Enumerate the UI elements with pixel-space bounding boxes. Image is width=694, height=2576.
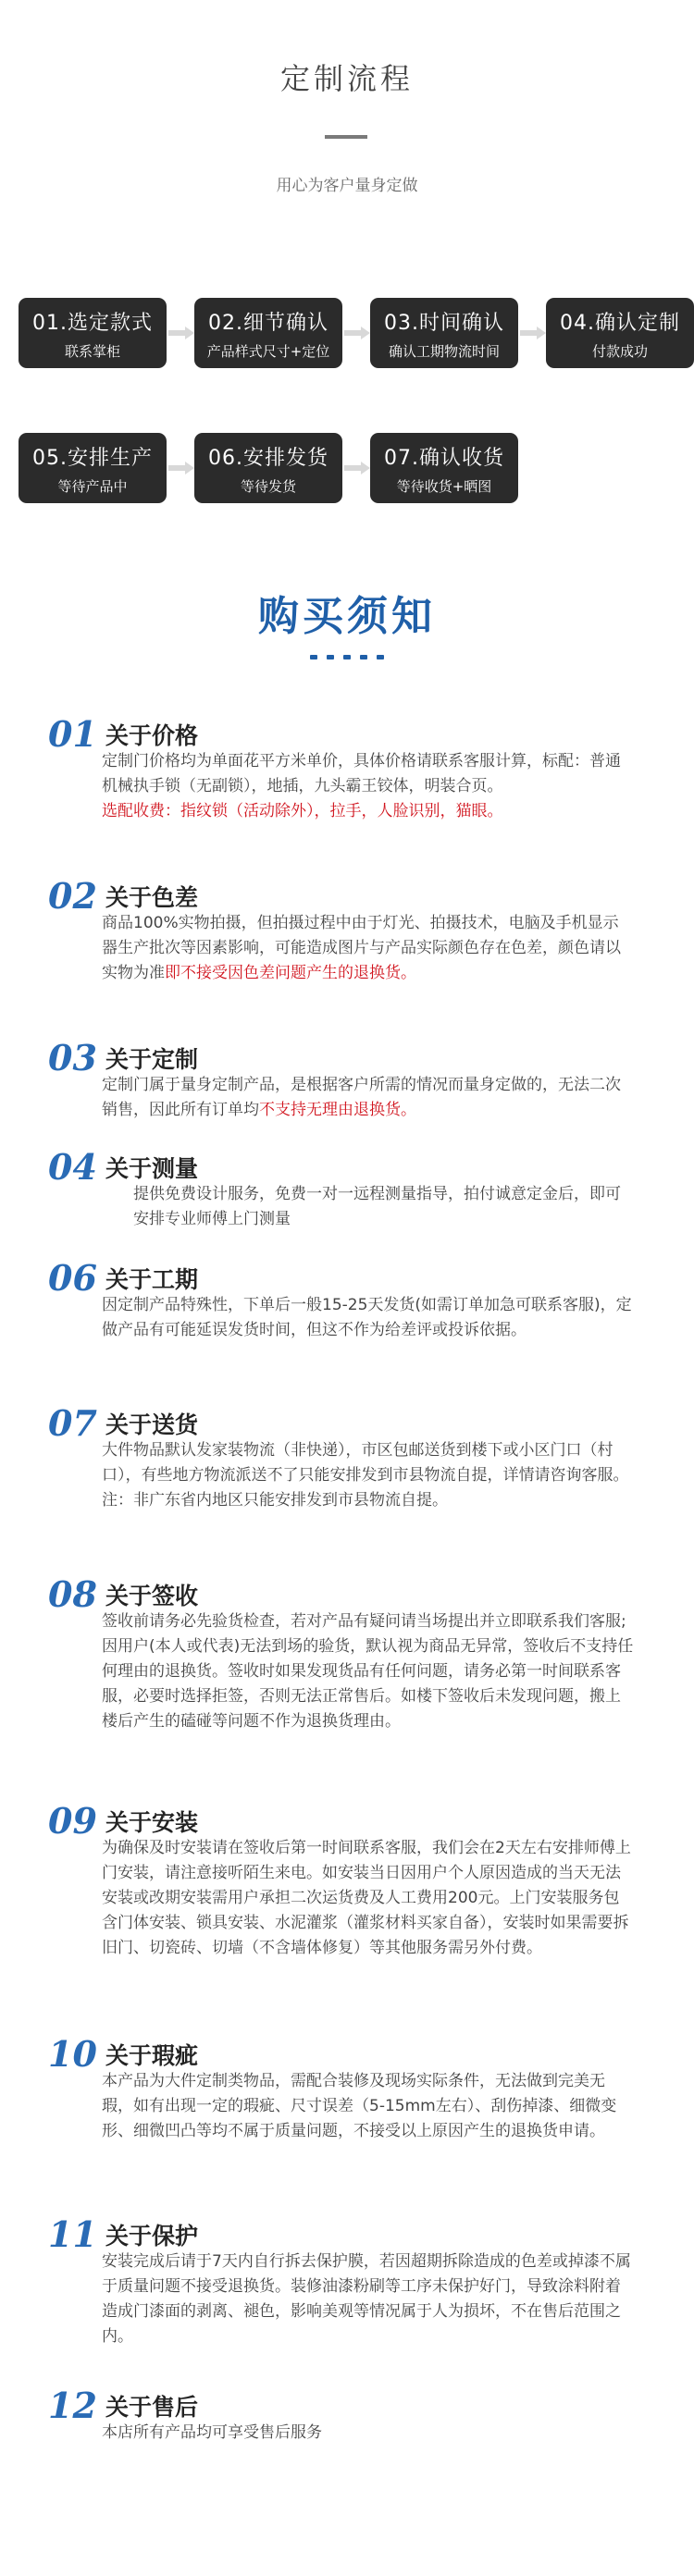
notes-title-dots: [310, 655, 384, 660]
section-text: 定制门价格均为单面花平方米单价，具体价格请联系客服计算，标配：普通机械执手锁（无副锁），地插，九头霸王铰体，明装合页。: [102, 752, 621, 795]
step-title: 05.安排生产: [32, 447, 153, 470]
step-title: 07.确认收货: [384, 447, 504, 470]
section-number: 10: [48, 2033, 97, 2075]
step-production: [19, 433, 167, 503]
section-text: 商品100%实物拍摄，但拍摄过程中由于灯光、拍摄技术，电脑及手机显示器生产批次等因素影响，可能造成图片与产品实际颜色存在色差，颜色请以实物为准: [102, 914, 621, 982]
section-title: 关于售后: [105, 2394, 199, 2421]
arrow-right-icon: [520, 327, 546, 339]
page-title: 定制流程: [279, 61, 414, 96]
section-body: [102, 911, 634, 986]
step-shipping: [194, 433, 342, 503]
section-number: 06: [48, 1257, 97, 1299]
section-title: 关于签收: [105, 1583, 199, 1609]
step-title: 01.选定款式: [32, 312, 153, 335]
section-title: 关于工期: [105, 1266, 199, 1293]
step-title: 03.时间确认: [384, 312, 504, 335]
step-confirm-order: [546, 298, 694, 368]
section-number: 09: [48, 1800, 97, 1842]
section-body: [102, 1073, 634, 1123]
step-desc: 确认工期物流时间: [388, 343, 500, 360]
section-number: 04: [48, 1146, 97, 1188]
section-title: 关于保护: [105, 2223, 199, 2249]
section-number: 11: [48, 2213, 97, 2255]
section-body: [102, 1836, 634, 1961]
notes-title: 购买须知: [258, 593, 436, 640]
section-text: 安装完成后请于7天内自行拆去保护膜，若因超期拆除造成的色差或掉漆不属于质量问题不接受退换货。装修油漆粉刷等工序未保护好门，导致涂料附着造成门漆面的剥离、褪色，影响美观等情况属于人为损坏，不在售后范围之内。: [102, 2252, 631, 2346]
step-desc: 等待收货+晒图: [396, 478, 492, 495]
step-desc: 等待产品中: [57, 478, 128, 495]
section-body: [102, 2069, 634, 2144]
section-body: [102, 1438, 634, 1513]
section-title: 关于价格: [105, 722, 199, 749]
step-title: 04.确认定制: [560, 312, 680, 335]
section-number: 08: [48, 1573, 97, 1615]
step-select-style: [19, 298, 167, 368]
step-title: 02.细节确认: [208, 312, 328, 335]
section-body: [102, 749, 634, 824]
step-receive: [370, 433, 518, 503]
section-body: [102, 1182, 634, 1232]
section-body: [102, 1609, 634, 1734]
step-detail-confirm: [194, 298, 342, 368]
section-highlight: 不支持无理由退换货。: [259, 1101, 416, 1119]
section-body: [102, 1293, 634, 1343]
section-text: 本店所有产品均可享受售后服务: [102, 2423, 322, 2442]
section-number: 07: [48, 1402, 97, 1444]
section-body: [102, 2421, 634, 2446]
step-desc: 等待发货: [240, 478, 296, 495]
section-body: [102, 2249, 634, 2349]
step-desc: 联系掌柜: [64, 343, 120, 360]
arrow-right-icon: [168, 462, 194, 475]
section-title: 关于安装: [105, 1809, 199, 1836]
section-number: 01: [48, 713, 97, 755]
section-text: 为确保及时安装请在签收后第一时间联系客服，我们会在2天左右安排师傅上门安装，请注意接听陌生来电。如安装当日因用户个人原因造成的当天无法安装或改期安装需用户承担二次运货费及人工费用200元。上门安装服务包含门体安装、锁具安装、水泥灌浆（灌浆材料买家自备），安装时如果需要拆旧门、切瓷砖、切墙（不含墙体修复）等其他服务需另外付费。: [102, 1839, 631, 1957]
section-title: 关于瑕疵: [105, 2042, 199, 2069]
section-number: 12: [48, 2385, 97, 2426]
section-title: 关于定制: [105, 1046, 199, 1073]
section-text: 本产品为大件定制类物品，需配合装修及现场实际条件，无法做到完美无瑕，如有出现一定的瑕疵、尺寸误差（5-15mm左右）、刮伤掉漆、细微变形、细微凹凸等均不属于质量问题，不接受以上原因产生的退换货申请。: [102, 2072, 617, 2140]
title-divider: [325, 135, 367, 139]
section-highlight: 即不接受因色差问题产生的退换货。: [165, 964, 416, 982]
arrow-right-icon: [168, 327, 194, 339]
section-text: 定制门属于量身定制产品，是根据客户所需的情况而量身定做的，无法二次销售，因此所有订单均: [102, 1076, 621, 1119]
step-desc: 产品样式尺寸+定位: [206, 343, 330, 360]
section-title: 关于色差: [105, 884, 199, 911]
section-number: 03: [48, 1037, 97, 1078]
step-title: 06.安排发货: [208, 447, 328, 470]
step-desc: 付款成功: [591, 343, 648, 360]
section-text: 提供免费设计服务，免费一对一远程测量指导，拍付诚意定金后，即可安排专业师傅上门测量: [133, 1185, 621, 1228]
section-title: 关于送货: [105, 1411, 199, 1438]
section-text: 因定制产品特殊性，下单后一般15-25天发货(如需订单加急可联系客服)，定做产品有可能延误发货时间，但这不作为给差评或投诉依据。: [102, 1296, 632, 1339]
section-title: 关于测量: [105, 1155, 199, 1182]
section-text: 大件物品默认发家装物流（非快递），市区包邮送货到楼下或小区门口（村口），有些地方物流派送不了只能安排发到市县物流自提，详情请咨询客服。注：非广东省内地区只能安排发到市县物流自提。: [102, 1441, 629, 1510]
arrow-right-icon: [344, 462, 370, 475]
step-time-confirm: [370, 298, 518, 368]
section-highlight: 选配收费：指纹锁（活动除外），拉手，人脸识别，猫眼。: [102, 802, 503, 820]
arrow-right-icon: [344, 327, 370, 339]
section-number: 02: [48, 875, 97, 917]
page-subtitle: 用心为客户量身定做: [276, 177, 418, 195]
section-text: 签收前请务必先验货检查，若对产品有疑问请当场提出并立即联系我们客服;因用户(本人或代表)无法到场的验货，默认视为商品无异常，签收后不支持任何理由的退换货。签收时如果发现货品有任何问题，请务必第一时间联系客服，必要时选择拒签，否则无法正常售后。如楼下签收后未发现问题，搬上楼后产生的磕碰等问题不作为退换货理由。: [102, 1612, 634, 1731]
